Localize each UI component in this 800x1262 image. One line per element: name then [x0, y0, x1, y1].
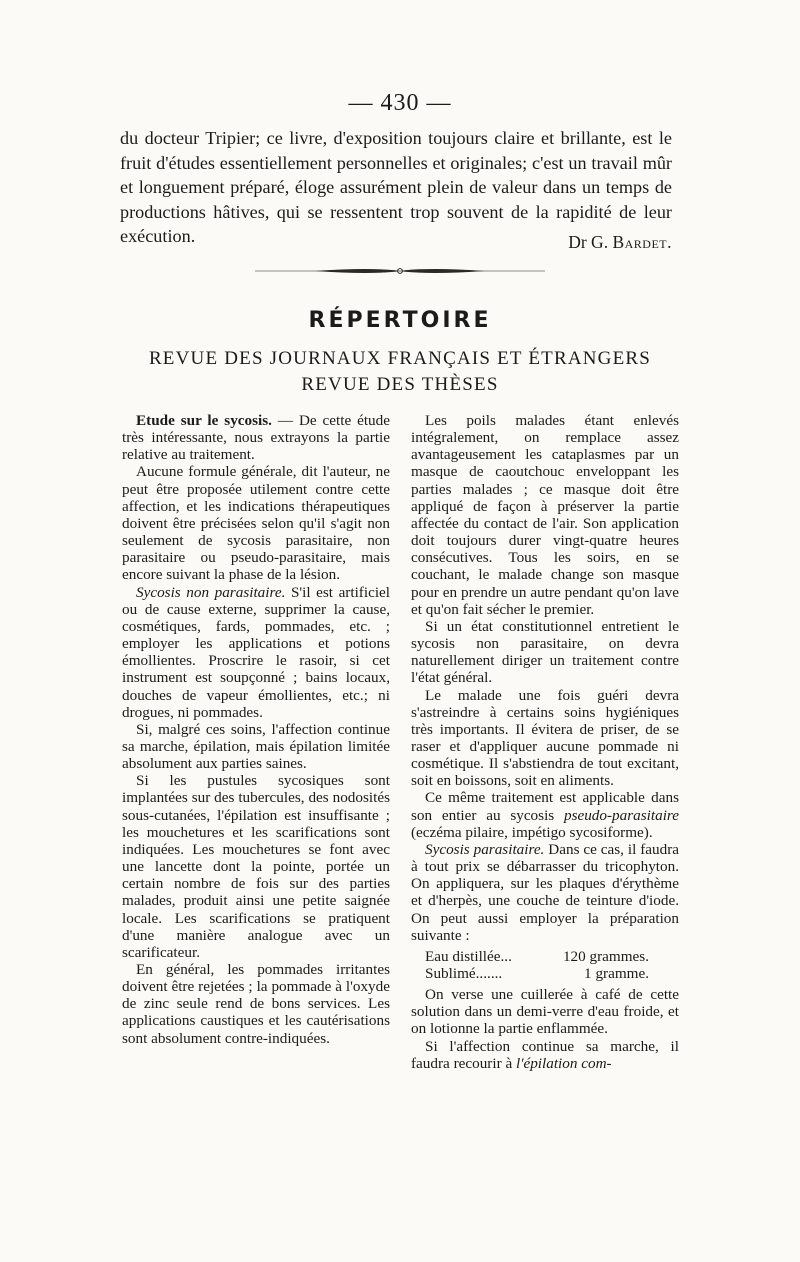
paragraph-5: Si les pustules sycosiques sont implantées sur des tubercules, des nodosités sous-cutanées, l'épilation est insuffisante ; les mouchetures et les scarifications sont indiquées. Les mouchetures se font avec une lancette dont la pointe, portée un certain nombre de fois sur des parties malades, produit ainsi une petite saignée locale. Les scarifications se pratiquent d'une manière analogue avec un scarificateur. — [122, 772, 390, 961]
paragraph-3-text: S'il est artificiel ou de cause externe, supprimer la cause, cosmétiques, fards, pommades, etc. ; employer les applications et potions émollientes. Proscrire le rasoir, si cet instrument est soupçonné ; bains locaux, douches de vapeur émollientes, etc.; ni drogues, ni pommades. — [122, 583, 391, 721]
formula-ingredient: Eau distillée... — [425, 947, 512, 965]
paragraph-3 — [122, 584, 390, 721]
term-pseudo-parasitic: pseudo-parasitaire — [563, 806, 679, 824]
ornamental-rule — [255, 267, 545, 275]
subheading-non-parasitic: Sycosis non parasitaire. — [136, 583, 286, 601]
intro-paragraph — [120, 126, 672, 249]
formula — [425, 948, 679, 982]
signature-prefix: Dr G. — [568, 232, 609, 252]
term-epilation: l'épilation com- — [515, 1054, 612, 1072]
left-column — [122, 412, 390, 1047]
formula-quantity: 120 grammes. — [562, 947, 649, 965]
formula-ingredient: Sublimé....... — [425, 965, 503, 982]
paragraph-12: On verse une cuillerée à café de cette solution dans un demi-verre d'eau froide, et on lotionne la partie enflammée. — [411, 986, 679, 1038]
paragraph-6: En général, les pommades irritantes doivent être rejetées ; la pommade à l'oxyde de zinc seule rend de bons services. Les applications caustiques et les cautérisations sont absolument contre-indiquées. — [122, 961, 390, 1047]
right-column — [411, 412, 679, 1072]
paragraph-2: Aucune formule générale, dit l'auteur, ne peut être proposée utilement contre cette affection, et les indications thérapeutiques doivent être précisées selon qu'il s'agit non seulement de sycosis parasitaire, non parasitaire ou pseudo-parasitaire, mais encore suivant la phase de la lésion. — [122, 463, 390, 584]
formula-row — [425, 965, 649, 982]
page-number: — 430 — — [348, 90, 452, 116]
signature-name: Bardet. — [612, 232, 672, 252]
paragraph-8: Si un état constitutionnel entretient le sycosis non parasitaire, on devra naturellement diriger un traitement contre l'état général. — [411, 617, 679, 687]
signature — [568, 232, 672, 253]
paragraph-11 — [411, 841, 679, 944]
article-title: Etude sur le sycosis. — [136, 412, 272, 429]
formula-quantity: 1 gramme. — [584, 965, 649, 982]
paragraph-10-text-b: (eczéma pilaire, impétigo sycosiforme). — [411, 823, 653, 841]
subtitle-journals: REVUE DES JOURNAUX FRANÇAIS ET ÉTRANGERS — [148, 348, 652, 369]
paragraph-10 — [411, 789, 679, 840]
paragraph-7: Les poils malades étant enlevés intégralement, on remplace assez avantageusement les cataplasmes par un masque de caoutchouc enveloppant les parties malades ; ce masque doit être appliqué de façon à préserver la partie affectée du contact de l'air. Son application doit toujours durer vingt-quatre heures consécutives. Tous les soirs, en se couchant, le malade change son masque pour en prendre un autre pendant qu'on lave et qu'on fait sécher le premier. — [411, 412, 679, 618]
paragraph-1 — [122, 412, 390, 463]
paragraph-10-text-a: Ce même traitement est applicable dans son entier au sycosis — [411, 789, 679, 824]
article-intro: — De cette étude très intéressante, nous extrayons la partie relative au traitement. — [122, 412, 390, 464]
paragraph-13 — [411, 1038, 679, 1072]
subheading-parasitic: Sycosis parasitaire. — [425, 840, 545, 858]
section-title: RÉPERTOIRE — [308, 308, 492, 333]
paragraph-11-text: Dans ce cas, il faudra à tout prix se débarrasser du tricophyton. On appliquera, sur les plaques d'érythème et d'herpès, une couche de teinture d'iode. On peut aussi employer la préparation suivante : — [411, 840, 679, 944]
paragraph-9: Le malade une fois guéri devra s'astreindre à certains soins hygiéniques très importants. Il évitera de priser, de se raser et d'appliquer aucune pommade ni cosmétique. Il s'abstiendra de tout excitant, soit en boissons, soit en aliments. — [411, 686, 679, 790]
intro-text: du docteur Tripier; ce livre, d'exposition toujours claire et brillante, est le fruit d'études essentiellement personnelles et originales; c'est un travail mûr et longuement préparé, éloge assurément plein de valeur dans un temps de productions hâtives, qui se ressentent trop souvent de la rapidité de leur exécution. — [120, 128, 672, 246]
subtitle-theses: REVUE DES THÈSES — [301, 374, 499, 395]
paragraph-13-text: Si l'affection continue sa marche, il faudra recourir à — [411, 1037, 679, 1072]
paragraph-4: Si, malgré ces soins, l'affection continue sa marche, épilation, mais épilation limitée absolument aux parties saines. — [122, 720, 390, 773]
formula-row — [425, 948, 649, 965]
